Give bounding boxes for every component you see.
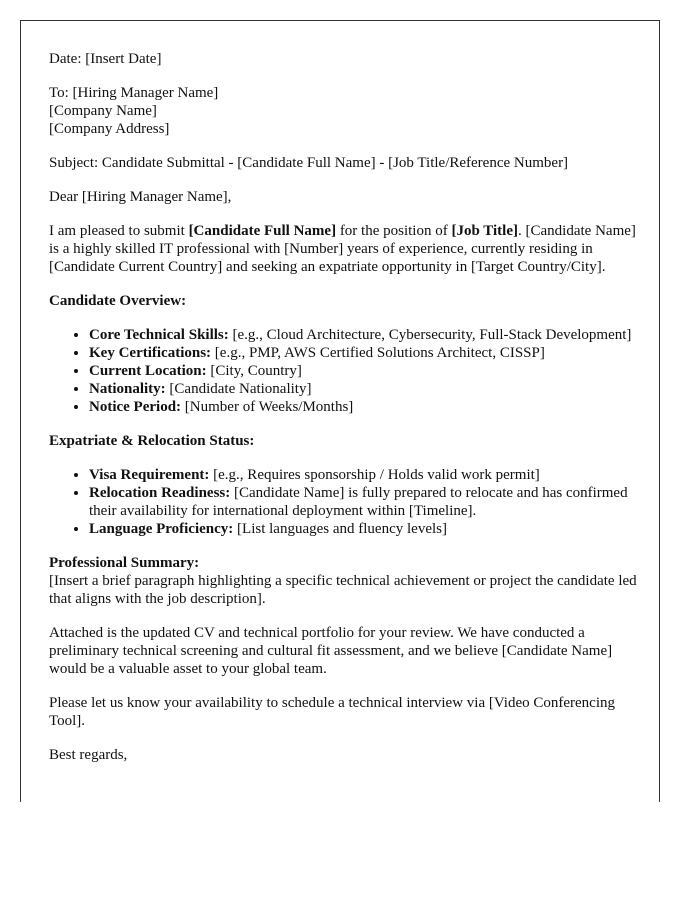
list-item <box>89 326 639 344</box>
item-value: [Number of Weeks/Months] <box>181 399 354 415</box>
intro-paragraph <box>49 222 639 276</box>
item-value: [e.g., Cloud Architecture, Cybersecurity, Full-Stack Development] <box>228 327 632 343</box>
list-item <box>89 466 639 484</box>
professional-summary-body: [Insert a brief paragraph highlighting a specific technical achievement or project the candidate led that aligns with the job description]. <box>49 573 637 607</box>
item-value: [e.g., PMP, AWS Certified Solutions Architect, CISSP] <box>211 345 545 361</box>
item-value: [e.g., Requires sponsorship / Holds valid work permit] <box>209 467 540 483</box>
relocation-status-heading: Expatriate & Relocation Status: <box>49 433 255 449</box>
job-title-bold: [Job Title] <box>451 223 519 239</box>
list-item <box>89 484 639 520</box>
letter-content <box>49 50 639 780</box>
item-label: Notice Period: <box>89 399 182 415</box>
item-value: [Candidate Name] is fully prepared to relocate and has confirmed their availability for international deployment within [Timeline]. <box>89 485 628 519</box>
attachment-paragraph: Attached is the updated CV and technical portfolio for your review. We have conducted a preliminary technical screening and cultural fit assessment, and we believe [Candidate Name] would be a valuable asset to your global team. <box>49 625 613 677</box>
candidate-overview-heading: Candidate Overview: <box>49 293 187 309</box>
item-label: Relocation Readiness: <box>89 485 231 501</box>
list-item <box>89 398 639 416</box>
professional-summary-heading: Professional Summary: <box>49 555 200 571</box>
list-item <box>89 362 639 380</box>
list-item <box>89 380 639 398</box>
relocation-status-list <box>49 466 639 538</box>
interview-paragraph: Please let us know your availability to schedule a technical interview via [Video Conferencing Tool]. <box>49 695 616 729</box>
date-line: Date: [Insert Date] <box>49 51 162 67</box>
item-label: Key Certifications: <box>89 345 212 361</box>
recipient-to-line: To: [Hiring Manager Name] <box>49 85 219 101</box>
item-label: Current Location: <box>89 363 207 379</box>
item-value: [City, Country] <box>206 363 302 379</box>
item-value: [List languages and fluency levels] <box>233 521 447 537</box>
subject-line: Subject: Candidate Submittal - [Candidate Full Name] - [Job Title/Reference Number] <box>49 155 569 171</box>
salutation: Dear [Hiring Manager Name], <box>49 189 232 205</box>
list-item <box>89 520 639 538</box>
candidate-name-bold: [Candidate Full Name] <box>188 223 337 239</box>
letter-page <box>20 20 660 802</box>
intro-text-1: I am pleased to submit <box>49 223 189 239</box>
professional-summary <box>49 554 639 608</box>
recipient-company-name: [Company Name] <box>49 103 157 119</box>
item-value: [Candidate Nationality] <box>165 381 312 397</box>
item-label: Visa Requirement: <box>89 467 210 483</box>
intro-text-2: for the position of <box>336 223 452 239</box>
item-label: Core Technical Skills: <box>89 327 229 343</box>
recipient-block <box>49 84 639 138</box>
intro-text-3: . [Candidate Name] is a highly skilled IT professional with [Number] years of experience, currently residing in [Candidate Current Country] and seeking an expatriate opportunity in [Target Country/City]. <box>49 223 636 275</box>
list-item <box>89 344 639 362</box>
recipient-company-address: [Company Address] <box>49 121 170 137</box>
candidate-overview-list <box>49 326 639 416</box>
closing: Best regards, <box>49 747 128 763</box>
item-label: Nationality: <box>89 381 166 397</box>
item-label: Language Proficiency: <box>89 521 234 537</box>
